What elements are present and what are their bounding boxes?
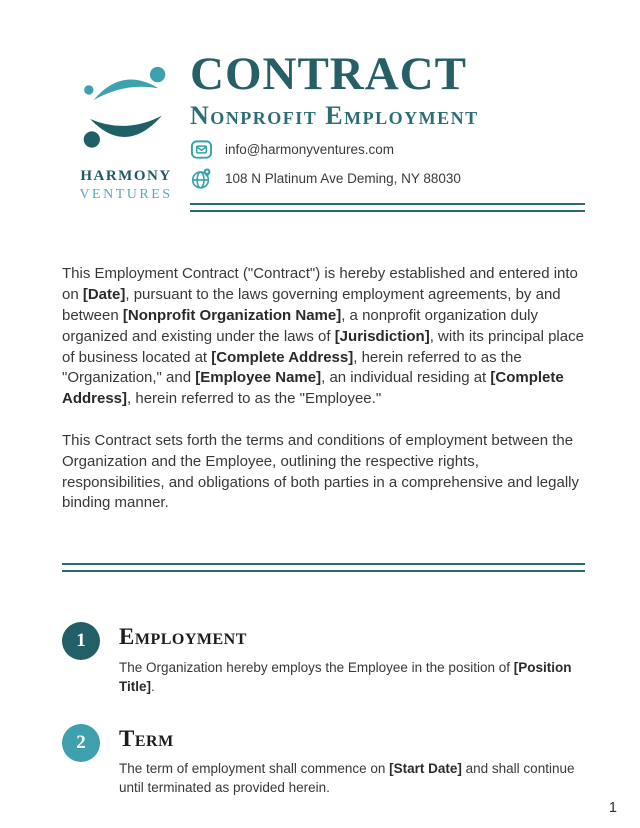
contact-address-row	[190, 167, 585, 190]
section-term	[62, 724, 585, 798]
page-number: 1	[608, 800, 617, 816]
header-title-block	[190, 50, 585, 212]
harmony-ventures-logo-icon	[83, 66, 169, 160]
document-title: CONTRACT	[190, 48, 467, 100]
section-title: Employment	[119, 624, 247, 650]
street-address: 108 N Platinum Ave Deming, NY 88030	[225, 171, 461, 187]
header-divider	[190, 203, 585, 212]
intro-paragraphs	[0, 264, 640, 514]
section-body: The Organization hereby employs the Employee in the position of [Position Title].	[119, 659, 572, 694]
section-divider	[62, 563, 585, 572]
globe-location-icon	[190, 167, 213, 190]
document-header	[0, 0, 640, 212]
company-name: HARMONY	[80, 168, 172, 184]
section-number-badge: 1	[62, 622, 100, 660]
intro-paragraph-2: This Contract sets forth the terms and conditions of employment between the Organization and the Employee, outlining the respective rights, responsibilities, and obligations of both parties in a comprehensive and legally binding manner.	[62, 431, 579, 512]
document-subtitle: Nonprofit Employment	[190, 101, 479, 131]
section-body: The term of employment shall commence on [Start Date] and shall continue until terminated as provided herein.	[119, 761, 575, 796]
section-title: Term	[119, 725, 174, 751]
company-name-secondary: VENTURES	[79, 187, 173, 202]
section-employment	[62, 622, 585, 696]
section-content	[119, 724, 585, 798]
email-icon	[190, 138, 213, 161]
contact-email-row	[190, 138, 585, 161]
section-content	[119, 622, 585, 696]
email-address: info@harmonyventures.com	[225, 142, 395, 158]
intro-paragraph-1: This Employment Contract ("Contract") is hereby established and entered into on [Date], pursuant to the laws governing employment agreements, by and between [Nonprofit Organization Name], a nonprofit organization duly organized and existing under the laws of [Jurisdiction], with its principal place of business located at [Complete Address], herein referred to as the "Organization," and [Employee Name], an individual residing at [Complete Address], herein referred to as the "Employee."	[62, 265, 584, 408]
contract-sections	[0, 622, 640, 797]
company-logo-block	[62, 50, 190, 203]
section-number-badge: 2	[62, 724, 100, 762]
